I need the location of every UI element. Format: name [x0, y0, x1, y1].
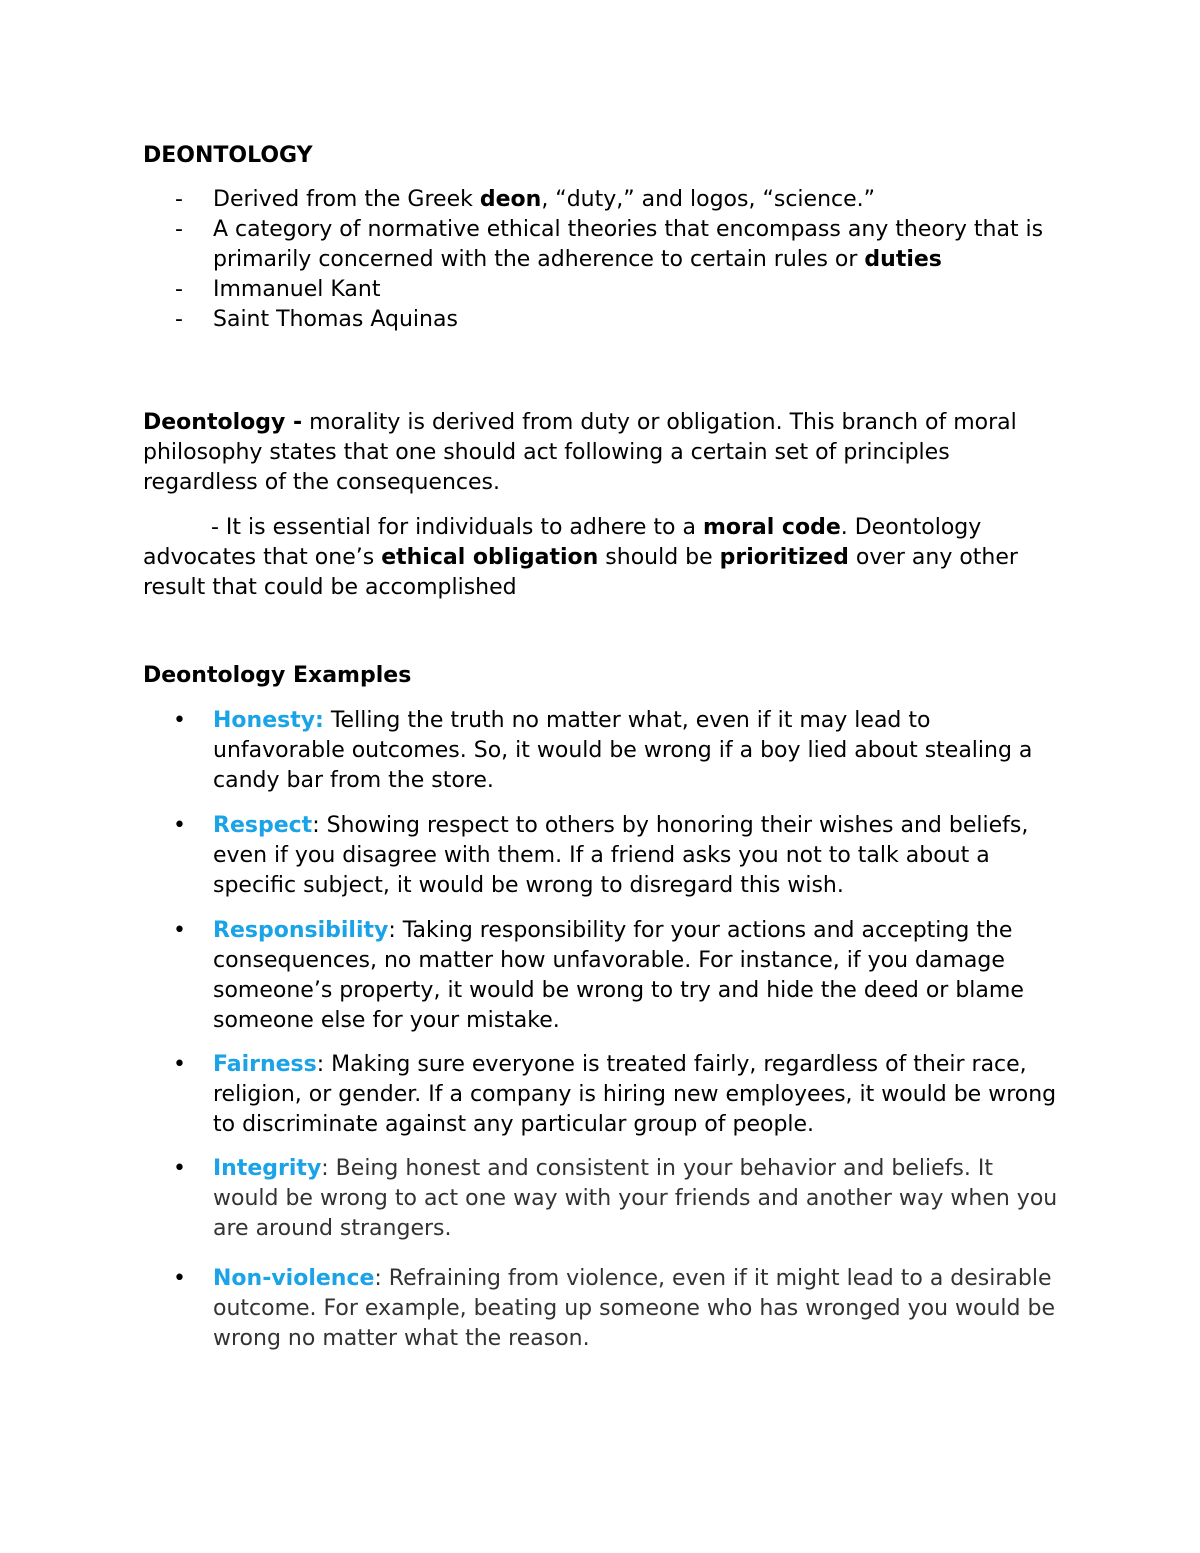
essential-text-4: over any other result that could be accomplished [143, 545, 1018, 600]
dash-marker: - [175, 187, 183, 212]
intro-list [143, 185, 1063, 335]
example-term: Non-violence [213, 1266, 375, 1291]
list-item [143, 275, 1063, 305]
example-text: Telling the truth no matter what, even if it may lead to unfavorable outcomes. So, it would be wrong if a boy lied about stealing a candy bar from the store. [213, 708, 1033, 793]
example-term: Honesty: [213, 708, 324, 733]
essential-text-3: should be [598, 545, 720, 570]
list-item [143, 215, 1063, 275]
bullet-marker: • [173, 918, 186, 943]
example-term: Responsibility [213, 918, 389, 943]
example-term: Respect [213, 813, 313, 838]
definition-paragraph [143, 408, 1063, 498]
essential-bold-moral-code: moral code [702, 515, 841, 540]
list-item-text: A category of normative ethical theories that encompass any theory that is primarily concerned with the adherence to certain rules or [213, 217, 1044, 272]
example-item-respect [143, 811, 1063, 901]
example-item-fairness [143, 1050, 1063, 1140]
essential-bold-ethical-obligation: ethical obligation [381, 545, 599, 570]
bullet-marker: • [173, 708, 186, 733]
list-item-text: Saint Thomas Aquinas [213, 307, 458, 332]
list-item-text: Immanuel Kant [213, 277, 381, 302]
definition-term: Deontology - [143, 410, 303, 435]
bullet-marker: • [173, 813, 186, 838]
example-item-integrity [143, 1154, 1063, 1244]
example-text: : Refraining from violence, even if it might lead to a desirable outcome. For example, beating up someone who has wronged you would be wrong no matter what the reason. [213, 1266, 1055, 1351]
dash-marker: - [175, 277, 183, 302]
list-item-text-end: , “duty,” and logos, “science.” [541, 187, 876, 212]
example-item-honesty [143, 706, 1063, 796]
dash-marker: - [175, 217, 183, 242]
list-item-bold: duties [864, 247, 942, 272]
example-item-non-violence [143, 1264, 1063, 1354]
document-title: DEONTOLOGY [143, 143, 313, 168]
example-text: : Taking responsibility for your actions and accepting the consequences, no matter how unfavorable. For instance, if you damage someone’s property, it would be wrong to try and hide the deed or blame someone else for your mistake. [213, 918, 1024, 1033]
list-item-text: Derived from the Greek [213, 187, 480, 212]
essential-paragraph [143, 513, 1063, 603]
example-text: : Being honest and consistent in your behavior and beliefs. It would be wrong to act one way with your friends and another way when you are around strangers. [213, 1156, 1058, 1241]
list-item [143, 305, 1063, 335]
essential-bold-prioritized: prioritized [719, 545, 849, 570]
examples-heading: Deontology Examples [143, 663, 412, 688]
example-term: Fairness [213, 1052, 317, 1077]
essential-text-1: - It is essential for individuals to adhere to a [211, 515, 703, 540]
example-text: : Making sure everyone is treated fairly, regardless of their race, religion, or gender. If a company is hiring new employees, it would be wrong to discriminate against any particular group of people. [213, 1052, 1057, 1137]
dash-marker: - [175, 307, 183, 332]
example-term: Integrity [213, 1156, 322, 1181]
definition-text: morality is derived from duty or obligation. This branch of moral philosophy states that one should act following a certain set of principles regardless of the consequences. [143, 410, 1017, 495]
bullet-marker: • [173, 1156, 186, 1181]
example-item-responsibility [143, 916, 1063, 1036]
bullet-marker: • [173, 1266, 186, 1291]
bullet-marker: • [173, 1052, 186, 1077]
essential-text-2: . Deontology advocates that one’s [143, 515, 982, 570]
list-item-bold: deon [479, 187, 542, 212]
example-text: : Showing respect to others by honoring their wishes and beliefs, even if you disagree with them. If a friend asks you not to talk about a specific subject, it would be wrong to disregard this wish. [213, 813, 1029, 898]
list-item [143, 185, 1063, 215]
